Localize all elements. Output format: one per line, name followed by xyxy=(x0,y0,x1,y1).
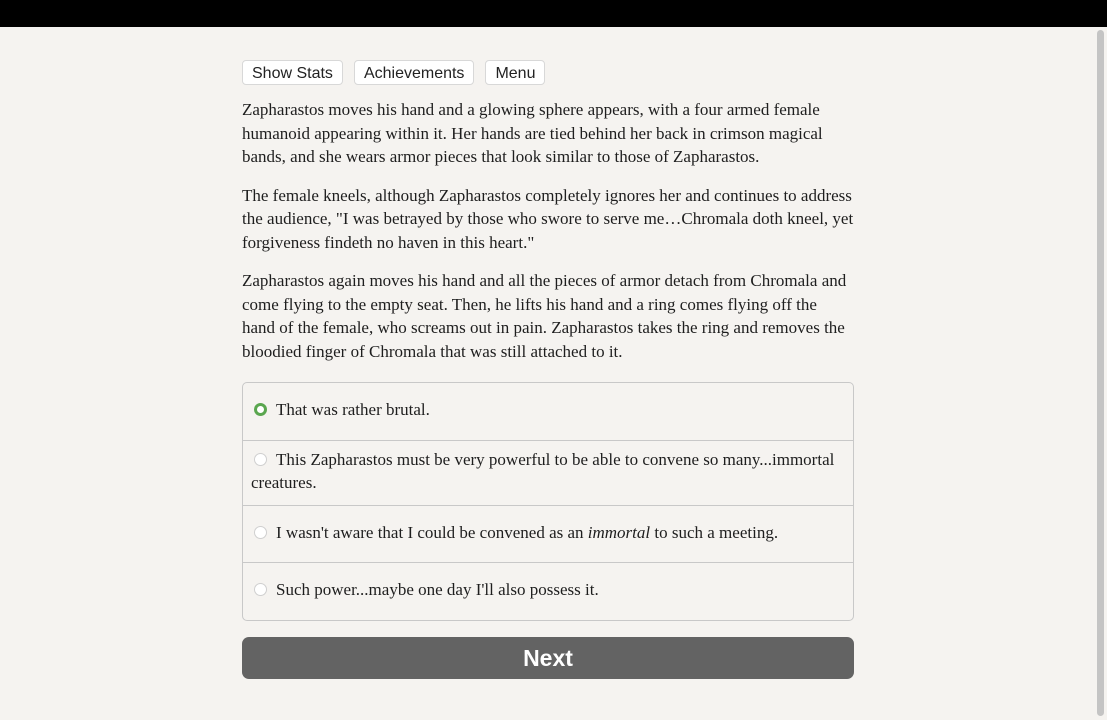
radio-icon[interactable] xyxy=(254,526,267,539)
achievements-button[interactable]: Achievements xyxy=(354,60,475,85)
top-bar xyxy=(0,0,1107,27)
choice-label: This Zapharastos must be very powerful to be able to convene so many...immortal creatures. xyxy=(251,449,835,492)
choice-label: Such power...maybe one day I'll also possess it. xyxy=(276,580,599,599)
story-paragraph: The female kneels, although Zapharastos completely ignores her and continues to address the audience, "I was betrayed by those who swore to serve me…Chromala doth kneel, yet forgiveness findeth no haven in this heart." xyxy=(242,185,854,252)
story-text xyxy=(242,98,854,363)
scrollbar[interactable] xyxy=(1094,27,1107,720)
scrollbar-thumb[interactable] xyxy=(1097,30,1104,716)
story-paragraph: Zapharastos again moves his hand and all the pieces of armor detach from Chromala and come flying to the empty seat. Then, he lifts his hand and a ring comes flying off the hand of the female, who screams out in pain. Zapharastos takes the ring and removes the bloodied finger of Chromala that was still attached to it. xyxy=(242,271,847,361)
choice-option-1[interactable] xyxy=(243,383,853,440)
toolbar xyxy=(242,60,854,85)
choice-label: That was rather brutal. xyxy=(276,400,430,419)
choice-list xyxy=(242,382,854,621)
radio-selected-icon[interactable] xyxy=(254,403,267,416)
menu-button[interactable]: Menu xyxy=(485,60,545,85)
choice-option-3[interactable] xyxy=(243,505,853,563)
main-content xyxy=(242,60,854,679)
show-stats-button[interactable]: Show Stats xyxy=(242,60,343,85)
choice-option-4[interactable] xyxy=(243,562,853,620)
choice-label-start: I wasn't aware that I could be convened as an xyxy=(276,522,588,542)
radio-icon[interactable] xyxy=(254,453,267,466)
choice-label-end: to such a meeting. xyxy=(650,522,779,542)
choice-option-2[interactable] xyxy=(243,440,853,505)
next-button[interactable]: Next xyxy=(242,637,854,679)
choice-label-emphasis: immortal xyxy=(587,522,651,542)
story-paragraph: Zapharastos moves his hand and a glowing sphere appears, with a four armed female humanoid appearing within it. Her hands are tied behind her back in crimson magical bands, and she wears armor pieces that look similar to those of Zapharastos. xyxy=(242,100,823,166)
radio-icon[interactable] xyxy=(254,583,267,596)
